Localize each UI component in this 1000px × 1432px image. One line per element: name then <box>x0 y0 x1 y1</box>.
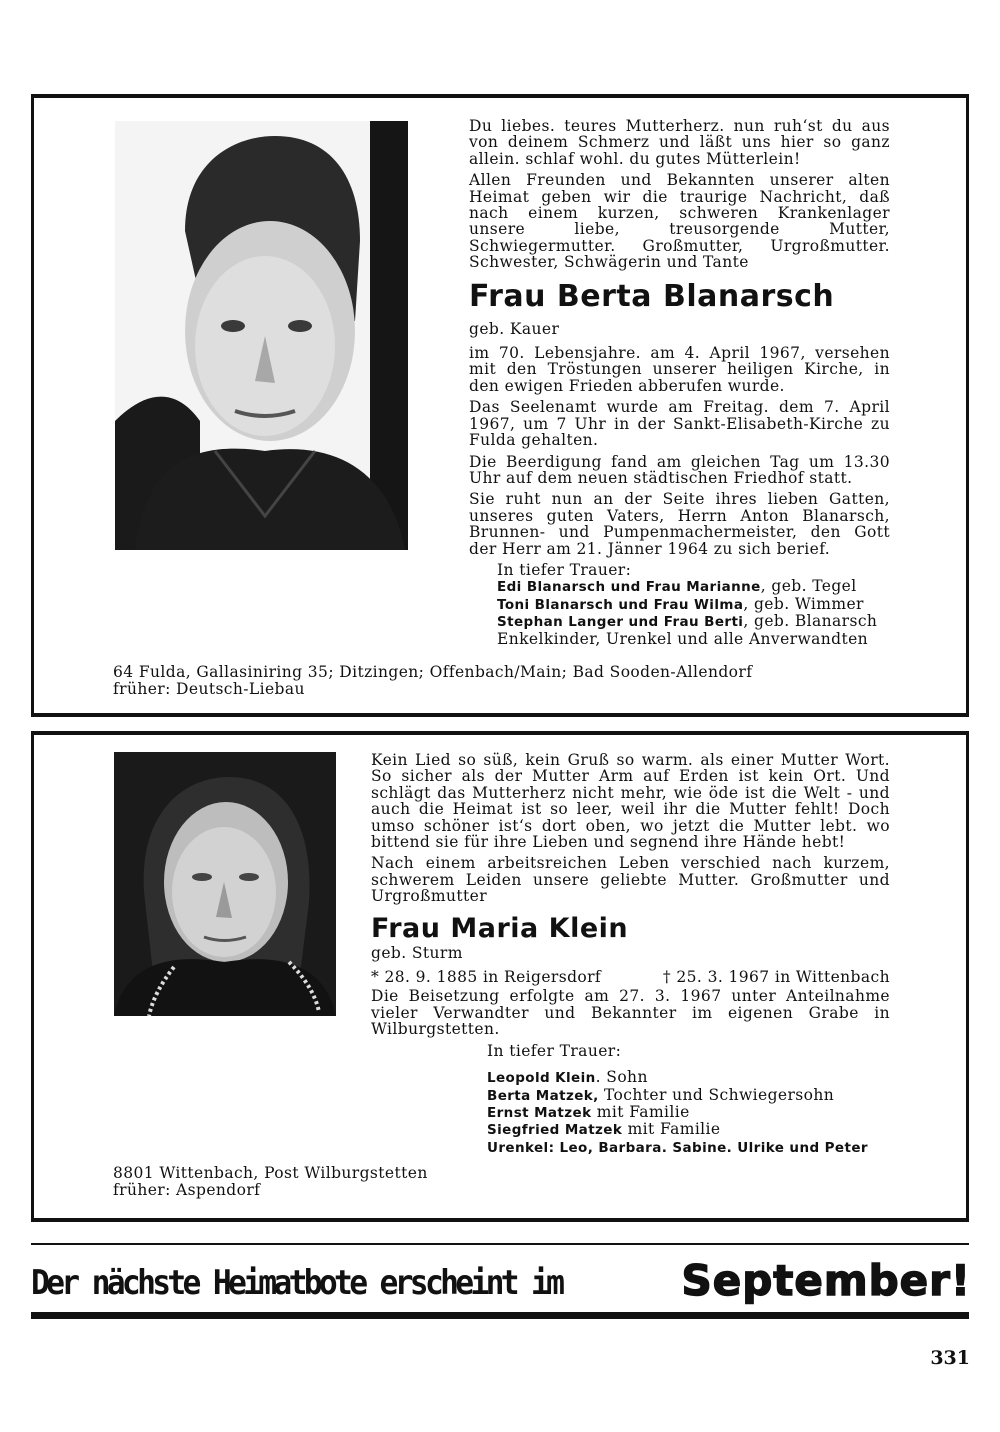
former-address: früher: Deutsch-Liebau <box>113 680 305 698</box>
obituary-2-burial: Die Beisetzung erfolgte am 27. 3. 1967 unter Anteilnahme vieler Verwandter und Bekannter im eigenen Grabe in Wilburgstetten. <box>371 987 890 1039</box>
maiden-name-2: geb. Sturm <box>371 943 463 962</box>
former-address: früher: Aspendorf <box>113 1181 261 1199</box>
obituary-1-text <box>469 118 890 648</box>
mourner-row: Stephan Langer und Frau Berti, geb. Blanarsch <box>497 612 878 631</box>
death-date: † 25. 3. 1967 in Wittenbach <box>662 968 890 987</box>
mourner-row: Berta Matzek, Tochter und Schwiegersohn <box>487 1085 835 1104</box>
deceased-name-2: Frau Maria Klein <box>371 912 629 944</box>
mourner-row: Leopold Klein. Sohn <box>487 1068 648 1087</box>
mourner-row: Edi Blanarsch und Frau Marianne, geb. Tegel <box>497 577 857 596</box>
mourners-list-2 <box>487 1043 890 1156</box>
mourner-row: Siegfried Matzek mit Familie <box>487 1120 721 1139</box>
address-line: 64 Fulda, Gallasiniring 35; Ditzingen; Offenbach/Main; Bad Sooden-Allendorf <box>113 663 753 681</box>
obituary-1-rest: Sie ruht nun an der Seite ihres lieben Gatten, unseres guten Vaters, Herrn Anton Blanarsch, Brunnen- und Pumpenmachermeister, den Gott der Herr am 21. Jänner 1964 zu sich berief. <box>469 490 890 558</box>
obituary-2-text <box>371 752 890 1156</box>
mourner-row: Enkelkinder, Urenkel und alle Anverwandten <box>497 629 869 648</box>
mourner-row: Ernst Matzek mit Familie <box>487 1102 690 1121</box>
banner-bottom-rule <box>31 1312 969 1319</box>
address-block-1 <box>113 664 752 698</box>
address-block-2 <box>113 1165 428 1199</box>
life-dates <box>371 969 890 985</box>
next-issue-banner <box>31 1255 971 1303</box>
mourning-header-2: In tiefer Trauer: <box>487 1041 622 1060</box>
banner-top-rule <box>31 1243 969 1245</box>
mourner-row: Urenkel: Leo, Barbara. Sabine. Ulrike und Peter <box>487 1139 868 1156</box>
banner-month: September! <box>681 1256 971 1305</box>
obituary-1-death: im 70. Lebensjahre. am 4. April 1967, versehen mit den Tröstungen unserer heiligen Kirche, in den ewigen Frieden abberufen wurde. <box>469 344 890 395</box>
mourning-header-1: In tiefer Trauer: <box>497 560 632 579</box>
obituary-1-announcement: Allen Freunden und Bekannten unserer alten Heimat geben wir die traurige Nachricht, daß nach einem kurzen, schweren Krankenlager unsere liebe, treusorgende Mutter, Schwiegermutter. Großmutter, Urgroßmutter. Schwester, Schwägerin und Tante <box>469 171 890 272</box>
obituary-1-requiem: Das Seelenamt wurde am Freitag. dem 7. April 1967, um 7 Uhr in der Sankt-Elisabeth-Kirche zu Fulda gehalten. <box>469 398 890 450</box>
portrait-photo-maria-klein <box>114 752 336 1016</box>
obituary-1-verse: Du liebes. teures Mutterherz. nun ruh‘st du aus von deinem Schmerz und läßt uns hier so ganz allein. schlaf wohl. du gutes Mütterlein! <box>469 117 890 168</box>
maiden-name-1: geb. Kauer <box>469 319 560 338</box>
banner-text: Der nächste Heimatbote erscheint im <box>31 1263 562 1303</box>
obituary-2-verse: Kein Lied so süß, kein Gruß so warm. als einer Mutter Wort. So sicher als der Mutter Arm auf Erden ist kein Ort. Und schlägt das Mutterherz nicht mehr, wie öde ist die Welt - und auch die Heimat ist so leer, weil ihr die Mutter fehlt! Doch umso schöner ist‘s dort oben, wo jetzt die Mutter lebt. wo bittend sie für ihre Lieben und segnend ihre Hände hebt! <box>371 751 890 852</box>
mourners-list-1 <box>497 562 890 648</box>
obituary-1-burial: Die Beerdigung fand am gleichen Tag um 13.30 Uhr auf dem neuen städtischen Friedhof statt. <box>469 452 890 487</box>
mourner-row: Toni Blanarsch und Frau Wilma, geb. Wimmer <box>497 594 864 613</box>
portrait-photo-berta-blanarsch <box>115 121 408 550</box>
birth-date: * 28. 9. 1885 in Reigersdorf <box>371 968 602 987</box>
address-line: 8801 Wittenbach, Post Wilburgstetten <box>113 1164 428 1182</box>
page-number: 331 <box>930 1347 970 1369</box>
deceased-name-1: Frau Berta Blanarsch <box>469 278 835 314</box>
obituary-2-announcement: Nach einem arbeitsreichen Leben verschied nach kurzem, schwerem Leiden unsere geliebte Mutter. Großmutter und Urgroßmutter <box>371 854 890 906</box>
